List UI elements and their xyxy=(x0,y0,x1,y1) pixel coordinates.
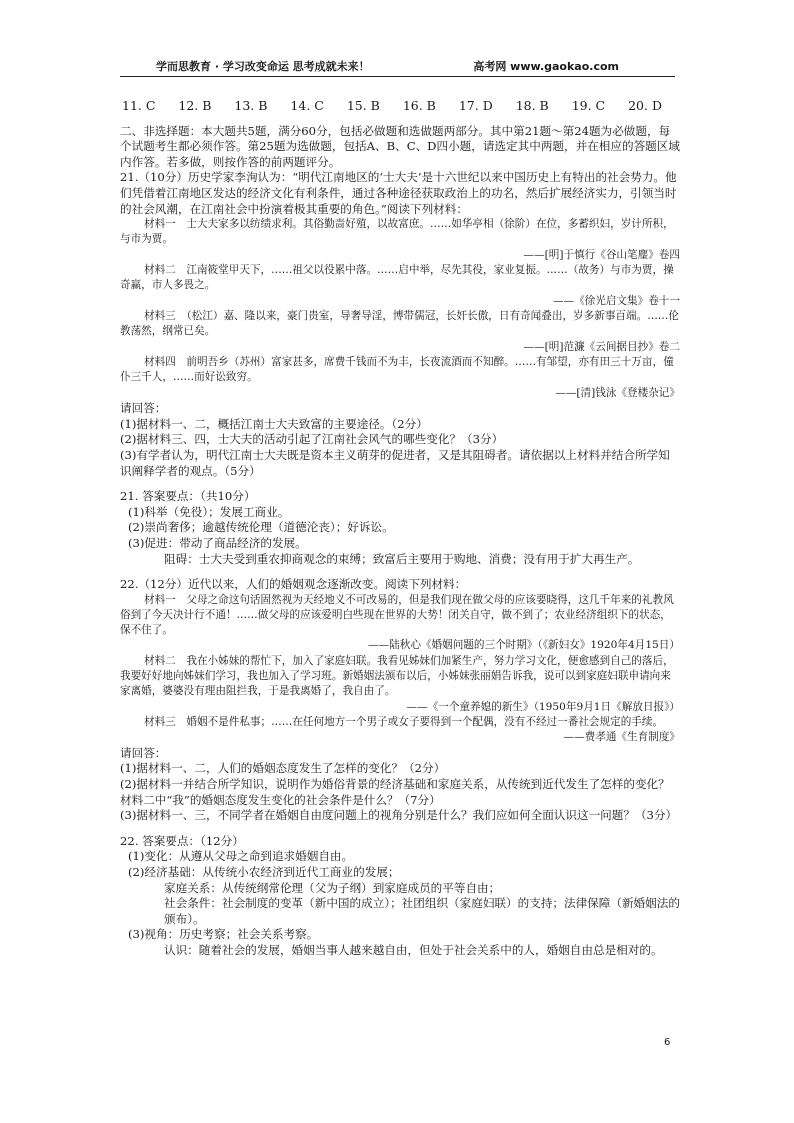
q22-ask: 请回答： xyxy=(120,745,167,760)
q21-material-1-source: ——[明]于慎行《谷山笔麈》卷四 xyxy=(523,248,680,261)
q22-subquestion-2: (2)据材料一并结合所学知识，说明作为婚俗背景的经济基础和家庭关系，从传统到近代发生了怎样的变化？材料二中“我”的婚姻态度发生变化的社会条件是什么？（7分） xyxy=(120,777,670,807)
a22-answer-2: (2)经济基础：从传统小农经济到近代工商业的发展； xyxy=(128,865,400,880)
q22-stem: 22.（12分）近代以来，人们的婚姻观念逐渐改变。阅读下列材料： xyxy=(120,577,467,592)
q22-material-2-source: ——《一个童养媳的新生》（1950年9月1日《解放日报》） xyxy=(406,700,680,713)
a22-answer-3: 家庭关系：从传统纲常伦理（父为子纲）到家庭成员的平等自由； xyxy=(164,880,501,895)
a22-title: 22. 答案要点：（12分） xyxy=(120,833,244,848)
header-right-text: 高考网 www.gaokao.com xyxy=(473,60,619,73)
q22-material-3-source: ——费孝通《生育制度》 xyxy=(563,731,680,744)
page-header xyxy=(120,56,675,77)
q22-material-2: 材料二 我在小姊妹的帮忙下，加入了家庭妇联。我看见姊妹们加紧生产，努力学习文化，便愈感到自己的落后，我要好好地向姊妹们学习，我也加入了学习班。新婚姻法颁布以后，小姊妹张丽娟告诉我，说可以到家庭妇联申请向来家离婚，婆婆没有理由阻拦我，于是我离婚了，我自由了。 xyxy=(120,654,674,698)
section-intro: 二、非选择题：本大题共5题，满分60分，包括必做题和选做题两部分。其中第21题～第24题为必做题，每个试题考生都必须作答。第25题为选做题，包括A、B、C、D四小题，请选定其中两题，并在相应的答题区域内作答。若多做，则按作答的前两题评分。 xyxy=(120,123,680,169)
q21-subquestion-2: (2)据材料三、四，士大夫的活动引起了江南社会风气的哪些变化？（3分） xyxy=(120,432,504,447)
q21-material-1: 材料一 士大夫家多以纺绩求利。其俗勤啬好殖，以故富庶。……如华亭相（徐阶）在位，多蓄织妇，岁计所积，与市为贾。 xyxy=(120,218,674,246)
answer-key-row xyxy=(120,98,680,114)
q21-material-4: 材料四 前明吾乡（苏州）富家甚多，席费千钱而不为丰，长夜流酒而不知醉。……有邹望，亦有田三十万亩，僮仆三千人，……而好讼致穷。 xyxy=(120,356,674,384)
a21-title: 21. 答案要点：（共10分） xyxy=(120,489,256,504)
q21-subquestion-1: (1)据材料一、二，概括江南士大夫致富的主要途径。（2分） xyxy=(120,416,428,431)
answer-item: 11. C xyxy=(122,98,156,113)
header-left-text: 学而思教育 · 学习改变命运 思考成就未来！ xyxy=(156,60,370,73)
page-number: 6 xyxy=(664,1037,671,1048)
a22-answer-6: 认识：随着社会的发展，婚姻当事人越来越自由，但处于社会关系中的人，婚姻自由总是相对的。 xyxy=(164,943,663,958)
answer-item: 18. B xyxy=(515,98,549,113)
answer-item: 17. D xyxy=(458,98,493,113)
q21-material-3: 材料三 （松江）嘉、隆以来，豪门贵室，导奢导淫，博带儒冠，长奸长傲，日有奇闻叠出，岁多新事百端。……伦教荡然，纲常已矣。 xyxy=(120,310,679,338)
q22-material-1-source: ——陆秋心《婚姻问题的三个时期》（《新妇女》1920年4月15日） xyxy=(367,639,680,652)
q21-material-3-source: ——[明]范濂《云间据目抄》卷二 xyxy=(523,340,680,353)
answer-item: 13. B xyxy=(234,98,268,113)
a22-answer-5: (3)视角：历史考察；社会关系考察。 xyxy=(128,927,319,942)
q22-material-3: 材料三 婚姻不是件私事；……在任何地方一个男子或女子要得到一个配偶，没有不经过一番社会规定的手续。 xyxy=(144,716,664,729)
q21-ask: 请回答： xyxy=(120,401,167,416)
q21-material-2-source: ——《徐光启文集》卷十一 xyxy=(552,294,680,307)
a22-answer-4: 社会条件：社会制度的变革（新中国的成立）；社团组织（家庭妇联）的支持；法律保障（新婚姻法的颁布）。 xyxy=(164,896,680,926)
a21-answer-1: (1)科举（免役）；发展工商业。 xyxy=(128,504,290,519)
answer-item: 19. C xyxy=(571,98,606,113)
q21-material-2: 材料二 江南筱堂甲天下，……祖父以役累中落。……启中举，尽先其役，家业复振。……（故务）与市为贾，操奇赢，市人多畏之。 xyxy=(120,264,674,292)
q22-subquestion-1: (1)据材料一、二，人们的婚姻态度发生了怎样的变化？（2分） xyxy=(120,761,446,776)
answer-item: 15. B xyxy=(346,98,380,113)
a21-answer-3: (3)促进：带动了商品经济的发展。 xyxy=(128,535,307,550)
answer-item: 16. B xyxy=(402,98,436,113)
a21-answer-4: 阻碍：士大夫受到重农抑商观念的束缚；致富后主要用于购地、消费；没有用于扩大再生产。 xyxy=(164,551,640,566)
q22-material-1: 材料一 父母之命这句话固然视为天经地义不可改易的，但是我们现在做父母的应该要晓得，这几千年来的礼教风俗到了今天决计行不通！……做父母的应该爱明白些现在世界的大势！闭关自守，做不到了；农业经济组织下的状态，保不住了。 xyxy=(120,593,674,637)
answer-item: 14. C xyxy=(290,98,324,113)
q21-material-4-source: ——[清]钱泳《登楼杂记》 xyxy=(555,386,680,399)
q22-subquestion-3: (3)据材料一、三，不同学者在婚姻自由度问题上的视角分别是什么？我们应如何全面认识这一问题？（3分） xyxy=(120,808,678,823)
answer-item: 12. B xyxy=(178,98,212,113)
q21-stem: 21.（10分）历史学家李洵认为：“明代江南地区的‘士大夫’是十六世纪以来中国历史上有特出的社会势力。他们凭借着江南地区发达的经济文化有利条件，通过各种途径获取政治上的功名，然后扩展经济实力，引领当时的社会风潮，在江南社会中扮演着极其重要的角色。”阅读下列材料： xyxy=(120,170,677,216)
q21-subquestion-3: (3)有学者认为，明代江南士大夫既是资本主义萌芽的促进者，又是其阻碍者。请依据以上材料并结合所学知识阐释学者的观点。（5分） xyxy=(120,447,670,478)
a21-answer-2: (2)崇尚奢侈；逾越传统伦理（道德沦丧）；好诉讼。 xyxy=(128,520,394,535)
page-content xyxy=(120,98,680,959)
a22-answer-1: (1)变化：从遵从父母之命到追求婚姻自由。 xyxy=(128,849,354,864)
answer-item: 20. D xyxy=(628,98,662,113)
